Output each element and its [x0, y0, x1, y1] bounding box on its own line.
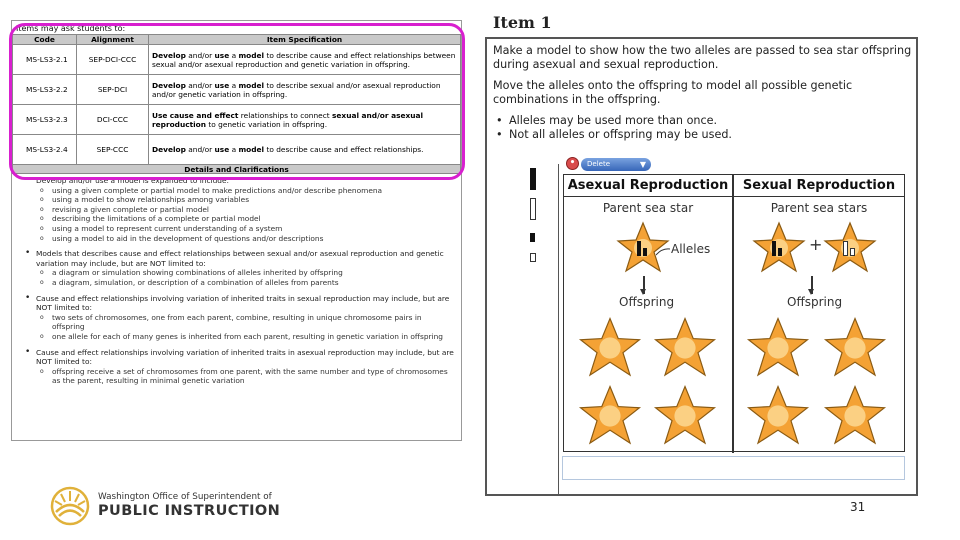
- row-spec: [149, 105, 461, 135]
- offspring-star[interactable]: [576, 383, 644, 449]
- details-group: [22, 294, 455, 342]
- allele-short-light[interactable]: [530, 253, 536, 262]
- delete-label: Delete: [587, 160, 610, 168]
- item-prompt: [493, 44, 913, 142]
- prompt-paragraph-1: Make a model to show how the two alleles are passed to sea star offspring during asexual and sexual reproduction.: [493, 44, 912, 71]
- row-spec: [149, 75, 461, 105]
- header-alignment: Alignment: [77, 35, 149, 45]
- doc-intro: Items may ask students to:: [16, 24, 126, 33]
- plus-sign: +: [809, 235, 823, 254]
- parent-allele-short: [778, 248, 782, 256]
- asexual-column-header: Asexual Reproduction: [564, 175, 732, 197]
- details-sub: o one allele for each of many genes is inherited from each parent, resulting in genetic variation in offspring: [22, 332, 455, 342]
- row-spec: [149, 45, 461, 75]
- spec-text: and/or: [185, 50, 215, 60]
- page-number: 31: [850, 500, 866, 514]
- allele-short-dark[interactable]: [530, 233, 535, 242]
- details-sub: o using a given complete or partial model to make predictions and/or describe phenomena: [22, 186, 455, 196]
- spec-bold: model: [238, 50, 265, 60]
- row-alignment: SEP-DCI-CCC: [77, 45, 149, 75]
- table-row: [13, 135, 461, 165]
- spec-text: a: [229, 145, 239, 154]
- item-panel: [485, 37, 918, 496]
- row-alignment: SEP-DCI: [77, 75, 149, 105]
- prompt-paragraph-2: Move the alleles onto the offspring to model all possible genetic combinations in the offspring.: [493, 79, 853, 106]
- spec-bold: use: [214, 80, 230, 90]
- sexual-parent-label: Parent sea stars: [770, 201, 868, 215]
- spec-text: to describe cause and effect relationships between sexual and/or asexual reproduction and genetic variation in offspring.: [152, 50, 456, 69]
- asexual-offspring-label: Offspring: [619, 295, 675, 309]
- details-list: [12, 174, 461, 386]
- spec-bold: use: [214, 145, 230, 154]
- row-code: MS-LS3-2.1: [13, 45, 77, 75]
- logo-org-line: Washington Office of Superintendent of: [98, 492, 272, 502]
- header-item-specification: Item Specification: [149, 35, 461, 45]
- spec-bold: model: [238, 80, 265, 90]
- spec-bold: cause and effect: [169, 110, 239, 120]
- table-row: [13, 105, 461, 135]
- details-sub: o using a model to represent current understanding of a system: [22, 224, 455, 234]
- item-specification-document: [11, 20, 462, 441]
- delete-button[interactable]: [581, 158, 651, 171]
- logo-org-name: PUBLIC INSTRUCTION: [98, 503, 281, 519]
- alleles-label: Alleles: [671, 242, 711, 256]
- details-sub: o using a model to show relationships among variables: [22, 195, 455, 205]
- prompt-bullet: • Not all alleles or offspring may be used.: [493, 128, 913, 142]
- allele-tall-dark[interactable]: [530, 168, 536, 190]
- spec-text: a: [229, 80, 239, 90]
- offspring-star[interactable]: [576, 315, 644, 381]
- table-row: [13, 45, 461, 75]
- response-input-area[interactable]: [562, 456, 905, 480]
- details-sub: o a diagram or simulation showing combinations of alleles inherited by offspring: [22, 268, 455, 278]
- item-title: Item 1: [493, 13, 552, 32]
- spec-table: [12, 34, 461, 165]
- details-sub: o offspring receive a set of chromosomes from one parent, with the same number and type of chromosomes as the parent, resulting in minimal genetic variation: [22, 367, 455, 386]
- alleles-pointer: [656, 247, 670, 257]
- details-sub: o two sets of chromosomes, one from each parent, combine, resulting in unique chromosome pairs in offspring: [22, 313, 455, 332]
- spec-text: and/or: [185, 145, 215, 154]
- details-sub: o a diagram, simulation, or description of a combination of alleles from parents: [22, 278, 455, 288]
- row-code: MS-LS3-2.4: [13, 135, 77, 165]
- spec-bold: use: [214, 50, 230, 60]
- ospi-logo: [50, 486, 280, 526]
- details-group: [22, 348, 455, 386]
- spec-text: to describe cause and effect relationships.: [264, 145, 424, 154]
- spec-text: relationships to connect: [238, 110, 333, 120]
- spec-bold: model: [238, 145, 265, 154]
- sexual-column-header: Sexual Reproduction: [733, 175, 905, 197]
- sexual-offspring-label: Offspring: [787, 295, 843, 309]
- spec-bold: Develop: [152, 50, 186, 60]
- spec-bold: Use: [152, 110, 168, 120]
- asexual-parent-label: Parent sea star: [602, 201, 694, 215]
- chevron-down-icon: ▼: [639, 160, 646, 169]
- parent-allele-tall-light: [843, 241, 848, 256]
- spec-bold: sexual and/or asexual reproduction: [152, 110, 424, 129]
- parent-allele-short: [643, 248, 647, 256]
- details-lead: • Cause and effect relationships involving variation of inherited traits in sexual reproduction may include, but are NOT limited to:: [22, 294, 455, 313]
- delete-icon[interactable]: •: [566, 157, 579, 170]
- spec-text: and/or: [185, 80, 215, 90]
- offspring-star[interactable]: [651, 315, 719, 381]
- row-code: MS-LS3-2.2: [13, 75, 77, 105]
- spec-text: to describe sexual and/or asexual reproduction and/or genetic variation in offspring.: [152, 80, 441, 99]
- asexual-arrow: [643, 276, 645, 294]
- parent-allele-tall: [772, 241, 776, 256]
- parent-allele-tall: [637, 241, 641, 256]
- parent-allele-short-light: [850, 248, 855, 256]
- row-code: MS-LS3-2.3: [13, 105, 77, 135]
- details-group: [22, 249, 455, 287]
- spec-bold: Develop: [152, 145, 186, 154]
- details-sub: o revising a given complete or partial model: [22, 205, 455, 215]
- sunburst-logo-icon: [50, 486, 90, 526]
- row-alignment: DCI-CCC: [77, 105, 149, 135]
- column-divider: [732, 175, 734, 453]
- header-code: Code: [13, 35, 77, 45]
- details-sub: o using a model to aid in the development of questions and/or descriptions: [22, 234, 455, 244]
- table-row: [13, 75, 461, 105]
- allele-palette: [509, 164, 559, 494]
- spec-bold: Develop: [152, 80, 186, 90]
- offspring-star[interactable]: [651, 383, 719, 449]
- row-alignment: SEP-CCC: [77, 135, 149, 165]
- prompt-bullet: • Alleles may be used more than once.: [493, 114, 913, 128]
- prompt-bullets: [493, 114, 913, 142]
- offspring-star[interactable]: [744, 315, 812, 381]
- reproduction-model-area: [563, 174, 905, 452]
- row-spec: [149, 135, 461, 165]
- details-group: [22, 176, 455, 243]
- details-lead: • Develop and/or use a model is expanded to include:: [22, 176, 455, 186]
- spec-text: to genetic variation in offspring.: [206, 119, 328, 129]
- details-header: Details and Clarifications: [12, 165, 461, 174]
- details-lead: • Models that describes cause and effect relationships between sexual and/or asexual reproduction and genetic variation may include, but are NOT limited to:: [22, 249, 455, 268]
- offspring-star[interactable]: [821, 383, 889, 449]
- offspring-star[interactable]: [744, 383, 812, 449]
- allele-tall-light[interactable]: [530, 198, 536, 220]
- spec-text: a: [229, 50, 239, 60]
- offspring-star[interactable]: [821, 315, 889, 381]
- details-sub: o describing the limitations of a complete or partial model: [22, 214, 455, 224]
- details-lead: • Cause and effect relationships involving variation of inherited traits in asexual reproduction may include, but are NOT limited to:: [22, 348, 455, 367]
- sexual-arrow: [811, 276, 813, 294]
